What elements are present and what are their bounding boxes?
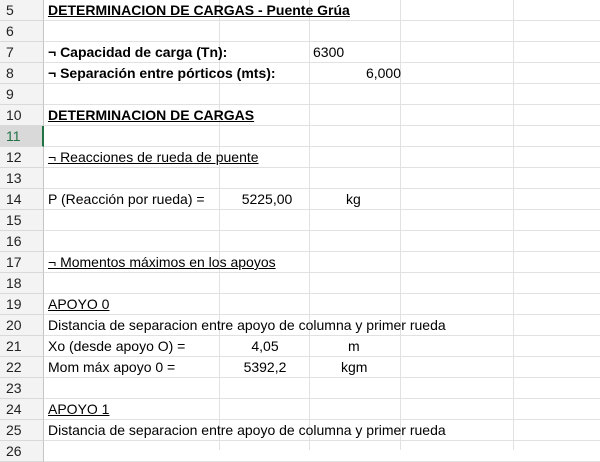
- row-header[interactable]: 11: [0, 126, 44, 147]
- cell-apoyo0-label[interactable]: APOYO 0: [48, 296, 110, 312]
- cell-reaction-value[interactable]: 5225,00: [241, 191, 293, 207]
- cell-reactions-label[interactable]: ¬ Reacciones de rueda de puente: [48, 149, 259, 165]
- row-header[interactable]: 20: [0, 315, 44, 336]
- row-header[interactable]: 24: [0, 399, 44, 420]
- cell-separation-label[interactable]: ¬ Separación entre pórticos (mts):: [48, 65, 276, 81]
- row-header[interactable]: 6: [0, 21, 44, 42]
- cell-xo-value[interactable]: 4,05: [251, 338, 279, 354]
- row-header[interactable]: 21: [0, 336, 44, 357]
- row-header[interactable]: 7: [0, 42, 44, 63]
- cell-xo-label[interactable]: Xo (desde apoyo O) =: [48, 338, 186, 354]
- row-header[interactable]: 17: [0, 252, 44, 273]
- row-header[interactable]: 18: [0, 273, 44, 294]
- cell-xo-unit[interactable]: m: [348, 338, 360, 354]
- row-header[interactable]: 13: [0, 168, 44, 189]
- row-header[interactable]: 12: [0, 147, 44, 168]
- cell-mom-value[interactable]: 5392,2: [243, 359, 287, 375]
- cell-reaction-unit[interactable]: kg: [346, 191, 361, 207]
- row-header[interactable]: 25: [0, 420, 44, 441]
- cell-distance-label-1[interactable]: Distancia de separacion entre apoyo de columna y primer rueda: [48, 422, 446, 438]
- cell-section-title[interactable]: DETERMINACION DE CARGAS: [48, 107, 255, 123]
- cell-apoyo1-label[interactable]: APOYO 1: [48, 401, 110, 417]
- row-gridline: [44, 398, 600, 399]
- row-header[interactable]: 8: [0, 63, 44, 84]
- cell-reaction-label[interactable]: P (Reacción por rueda) =: [48, 191, 205, 207]
- row-header[interactable]: 10: [0, 105, 44, 126]
- cell-moments-label[interactable]: ¬ Momentos máximos en los apoyos: [48, 254, 276, 270]
- cell-capacity-label[interactable]: ¬ Capacidad de carga (Tn):: [48, 44, 228, 60]
- row-header[interactable]: 16: [0, 231, 44, 252]
- col-gridline: [513, 0, 514, 450]
- row-gridline: [44, 293, 600, 294]
- cell-mom-label[interactable]: Mom máx apoyo 0 =: [48, 359, 176, 375]
- cell-separation-value[interactable]: 6,000: [365, 65, 401, 81]
- row-header[interactable]: 15: [0, 210, 44, 231]
- row-header[interactable]: 19: [0, 294, 44, 315]
- row-header[interactable]: 22: [0, 357, 44, 378]
- row-header[interactable]: 26: [0, 441, 44, 462]
- cell-distance-label-0[interactable]: Distancia de separacion entre apoyo de columna y primer rueda: [48, 317, 446, 333]
- row-header[interactable]: 9: [0, 84, 44, 105]
- row-gridline: [44, 230, 600, 231]
- cell-capacity-value[interactable]: 6300: [313, 44, 345, 60]
- row-header[interactable]: 23: [0, 378, 44, 399]
- cell-mom-unit[interactable]: kgm: [341, 359, 368, 375]
- cell-title[interactable]: DETERMINACION DE CARGAS - Puente Grúa: [48, 2, 350, 18]
- row-header[interactable]: 14: [0, 189, 44, 210]
- row-header[interactable]: 5: [0, 0, 44, 21]
